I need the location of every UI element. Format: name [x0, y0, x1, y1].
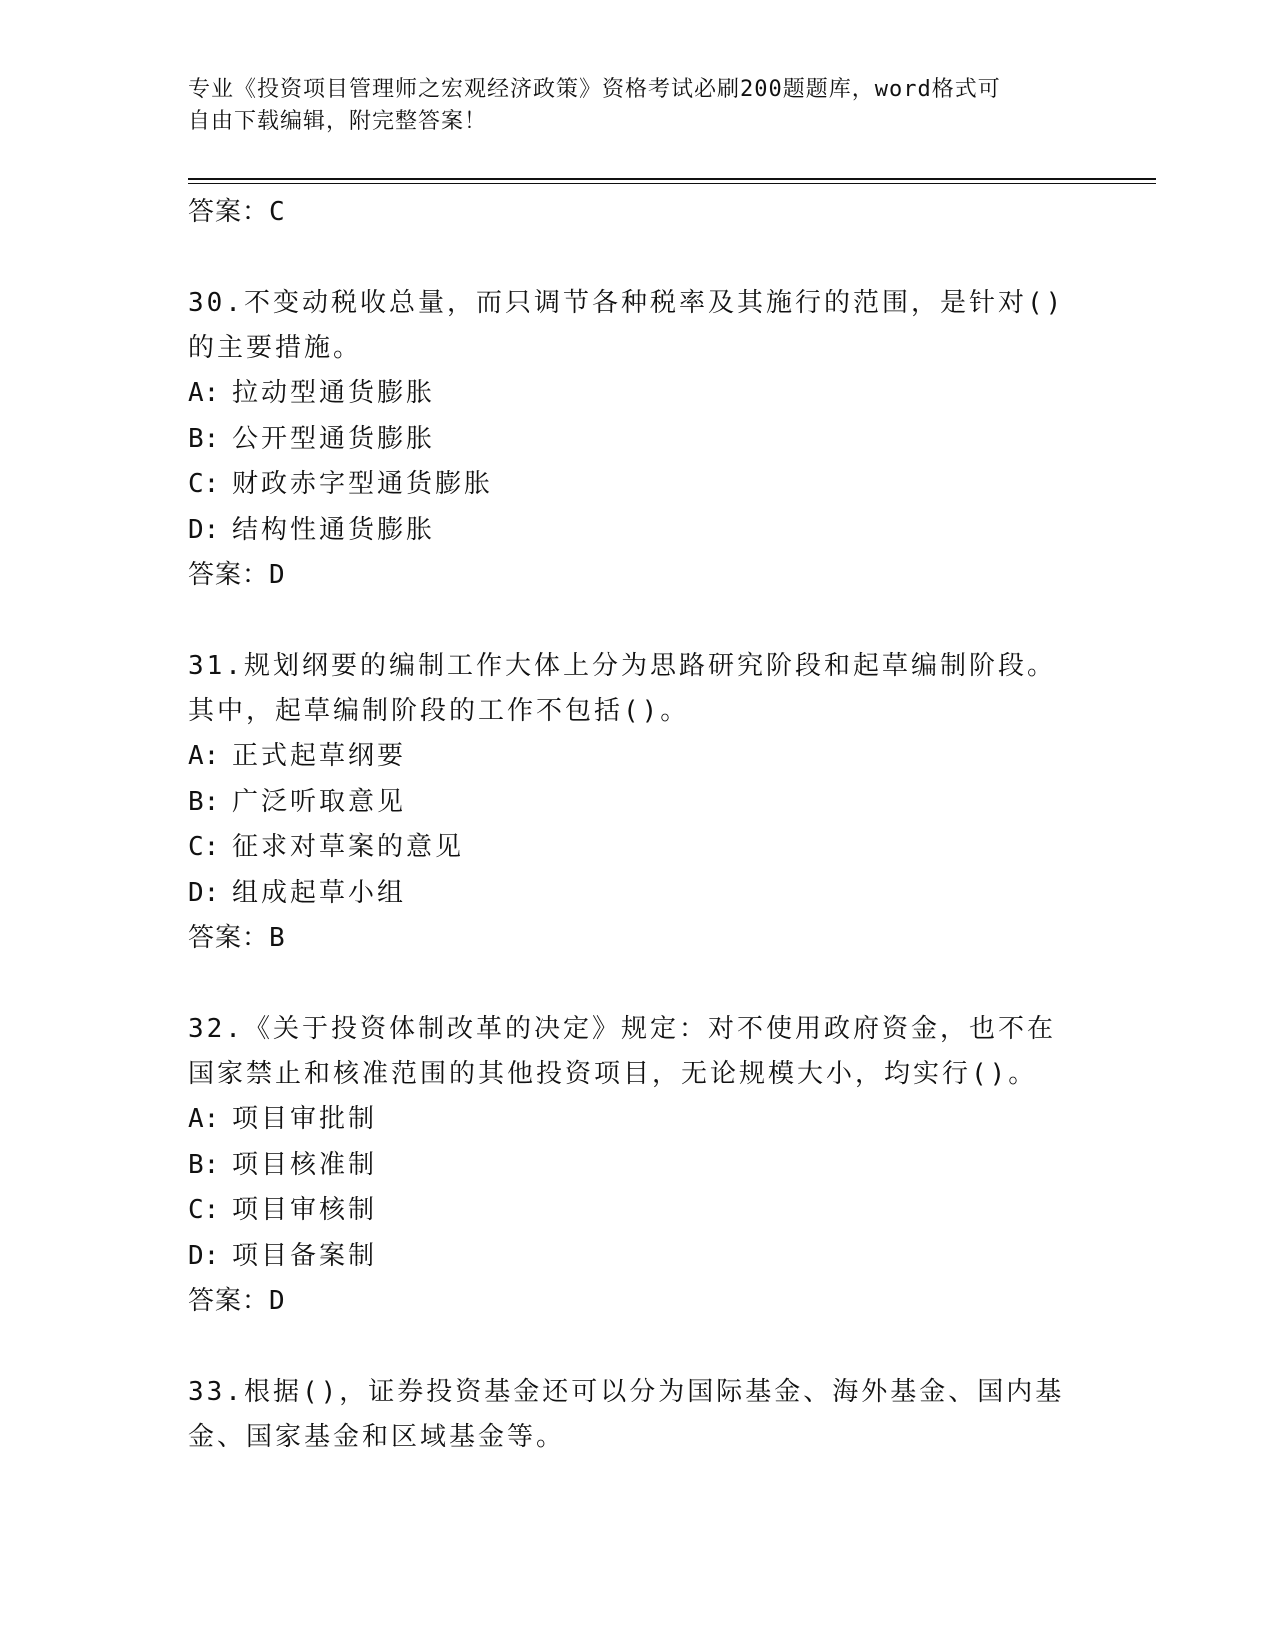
- answer: 答案：D: [188, 560, 286, 590]
- option-text: 结构性通货膨胀: [232, 514, 436, 545]
- option-text: 广泛听取意见: [232, 786, 407, 817]
- option-text: 正式起草纲要: [232, 741, 407, 771]
- question-text: 32.《关于投资体制改革的决定》规定：对不使用政府资金，也不在国家禁止和核准范围的其他投资项目，无论规模大小，均实行()。: [188, 1014, 1056, 1089]
- header-line-2: 自由下载编辑，附完整答案！: [188, 109, 488, 134]
- answer: 答案：B: [188, 923, 286, 953]
- option-text: 项目备案制: [232, 1240, 378, 1271]
- option-c: [188, 462, 1068, 508]
- option-a: [188, 734, 1068, 780]
- question-gap: [188, 960, 1068, 1007]
- option-key: D:: [188, 877, 220, 908]
- question-30: [188, 281, 1068, 597]
- option-b: [188, 780, 1068, 826]
- question-31: [188, 644, 1068, 960]
- option-d: [188, 508, 1068, 554]
- option-key: D:: [188, 514, 220, 545]
- option-a: [188, 371, 1068, 417]
- document-body: [188, 190, 1068, 1460]
- question-33: [188, 1370, 1068, 1460]
- header-rule-thin: [188, 183, 1156, 184]
- option-key: B:: [188, 423, 220, 454]
- header-line-1: 专业《投资项目管理师之宏观经济政策》资格考试必刷200题题库，word格式可: [188, 77, 1001, 102]
- option-key: A:: [188, 378, 220, 408]
- option-text: 拉动型通货膨胀: [232, 378, 436, 408]
- option-text: 项目审核制: [232, 1195, 378, 1225]
- option-b: [188, 417, 1068, 463]
- header-rule-thick: [188, 178, 1156, 180]
- question-32: [188, 1007, 1068, 1323]
- option-c: [188, 825, 1068, 871]
- answer: 答案：D: [188, 1286, 286, 1316]
- question-gap: [188, 597, 1068, 644]
- option-key: B:: [188, 786, 220, 817]
- option-text: 组成起草小组: [232, 877, 407, 908]
- option-a: [188, 1097, 1068, 1143]
- option-key: C:: [188, 1195, 220, 1225]
- question-gap: [188, 234, 1068, 281]
- option-key: D:: [188, 1240, 220, 1271]
- question-gap: [188, 1323, 1068, 1370]
- option-text: 公开型通货膨胀: [232, 423, 436, 454]
- option-text: 财政赤字型通货膨胀: [232, 469, 494, 499]
- question-text: 31.规划纲要的编制工作大体上分为思路研究阶段和起草编制阶段。其中，起草编制阶段的工作不包括()。: [188, 651, 1056, 726]
- document-header: [188, 74, 1068, 138]
- option-key: A:: [188, 741, 220, 771]
- option-c: [188, 1188, 1068, 1234]
- answer-prev: 答案：C: [188, 197, 286, 227]
- question-text: 33.根据()，证券投资基金还可以分为国际基金、海外基金、国内基金、国家基金和区域基金等。: [188, 1377, 1065, 1452]
- option-key: C:: [188, 469, 220, 499]
- option-d: [188, 1234, 1068, 1280]
- option-key: B:: [188, 1149, 220, 1180]
- option-key: C:: [188, 832, 220, 862]
- option-text: 征求对草案的意见: [232, 832, 465, 862]
- option-text: 项目审批制: [232, 1104, 378, 1134]
- option-text: 项目核准制: [232, 1149, 378, 1180]
- option-d: [188, 871, 1068, 917]
- option-key: A:: [188, 1104, 220, 1134]
- question-text: 30.不变动税收总量，而只调节各种税率及其施行的范围，是针对()的主要措施。: [188, 288, 1065, 363]
- option-b: [188, 1143, 1068, 1189]
